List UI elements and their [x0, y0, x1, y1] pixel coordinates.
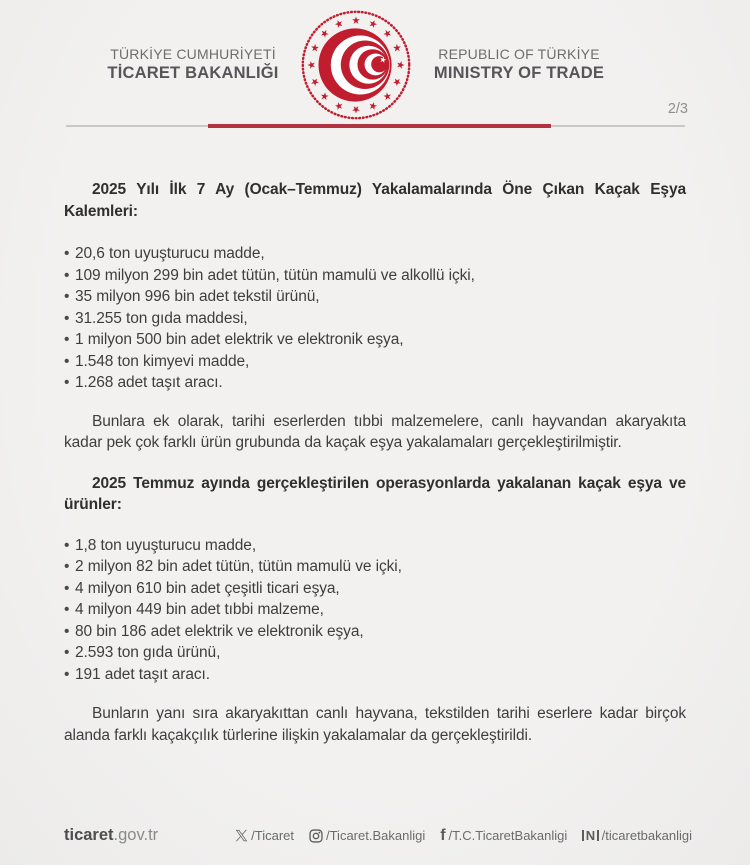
nsosyal-handle: /ticaretbakanligi [601, 828, 692, 843]
section2-list [64, 535, 686, 686]
list-item [64, 578, 686, 600]
bullet-icon: • [64, 665, 70, 683]
facebook-account-link[interactable] [440, 828, 567, 844]
bullet-icon: • [64, 644, 70, 661]
list-item [64, 372, 686, 394]
bullet-icon: • [64, 579, 70, 597]
org-name-en-line1: REPUBLIC OF TÜRKİYE [438, 46, 600, 63]
bullet-icon: • [64, 288, 70, 305]
list-item [64, 308, 686, 330]
x-account-link[interactable] [235, 828, 294, 843]
list-item-text: 1.268 adet taşıt aracı. [75, 374, 223, 391]
section2-paragraph: Bunların yanı sıra akaryakıttan canlı hayvana, tekstilden tarihi eserlere kadar birçok alanda farklı kaçakçılık türlerine ilişkin yakalamalar da gerçekleştirildi. [64, 705, 686, 744]
bullet-icon: • [64, 374, 70, 391]
list-item [64, 535, 686, 557]
instagram-account-link[interactable] [309, 828, 425, 843]
list-item-text: 2 milyon 82 bin adet tütün, tütün mamulü ve içki, [75, 558, 402, 575]
progress-fill [208, 124, 551, 128]
list-item-text: 4 milyon 610 bin adet çeşitli ticari eşya, [75, 579, 340, 597]
nsosyal-icon-bar [582, 830, 584, 841]
ministry-of-trade-emblem-icon [298, 8, 414, 122]
document-body [0, 179, 750, 746]
list-item-text: 4 milyon 449 bin adet tıbbi malzeme, [75, 601, 324, 618]
section1-list [64, 243, 686, 394]
list-item-text: 2.593 ton gıda ürünü, [75, 644, 221, 661]
bullet-icon: • [64, 601, 70, 618]
website-rest: .gov.tr [113, 826, 159, 844]
list-item [64, 599, 686, 621]
list-item [64, 329, 686, 351]
org-name-english [414, 45, 624, 85]
section1-paragraph: Bunlara ek olarak, tarihi eserlerden tıbbi malzemelere, canlı hayvandan akaryakıta kadar pek çok farklı ürün grubunda da kaçak eşya yakalamaları gerçekleştirilmiştir. [64, 412, 686, 451]
org-name-tr-line1: TÜRKİYE CUMHURİYETİ [110, 46, 276, 63]
org-name-tr-line2: TİCARET BAKANLIĞI [107, 64, 279, 83]
list-item [64, 265, 686, 287]
page-indicator: 2/3 [667, 101, 688, 117]
facebook-handle: /T.C.TicaretBakanligi [448, 828, 568, 843]
social-links [235, 828, 692, 844]
footer [64, 826, 692, 845]
list-item-text: 1.548 ton kimyevi madde, [75, 352, 250, 370]
bullet-icon: • [64, 352, 70, 370]
list-item [64, 664, 686, 686]
progress-divider [0, 123, 750, 129]
list-item-text: 80 bin 186 adet elektrik ve elektronik eşya, [75, 622, 364, 640]
list-item-text: 1 milyon 500 bin adet elektrik ve elektronik eşya, [75, 331, 404, 348]
bullet-icon: • [64, 245, 70, 262]
section1-heading: 2025 Yılı İlk 7 Ay (Ocak–Temmuz) Yakalamalarında Öne Çıkan Kaçak Eşya Kalemleri: [64, 181, 686, 220]
list-item-text: 109 milyon 299 bin adet tütün, tütün mamulü ve alkollü içki, [75, 266, 475, 284]
nsosyal-icon [582, 829, 598, 842]
x-twitter-icon [235, 829, 248, 842]
nsosyal-icon-letter: N [585, 828, 596, 843]
list-item [64, 286, 686, 308]
list-item [64, 556, 686, 578]
list-item-text: 35 milyon 996 bin adet tekstil ürünü, [75, 288, 320, 305]
list-item [64, 621, 686, 643]
bullet-icon: • [64, 331, 70, 348]
instagram-icon [309, 829, 323, 843]
list-item-text: 20,6 ton uyuşturucu madde, [75, 245, 265, 262]
list-item-text: 1,8 ton uyuşturucu madde, [75, 536, 257, 554]
bullet-icon: • [64, 309, 70, 327]
section2-heading: 2025 Temmuz ayında gerçekleştirilen operasyonlarda yakalanan kaçak eşya ve ürünler: [64, 474, 686, 513]
instagram-handle: /Ticaret.Bakanligi [325, 828, 426, 843]
website-bold: ticaret [64, 826, 114, 844]
org-name-turkish [88, 45, 298, 85]
list-item [64, 642, 686, 664]
header [0, 0, 750, 122]
org-name-en-line2: MINISTRY OF TRADE [433, 64, 605, 83]
website-link[interactable] [64, 826, 158, 845]
list-item-text: 31.255 ton gıda maddesi, [75, 309, 248, 327]
list-item [64, 351, 686, 373]
nsosyal-icon-bar [597, 830, 599, 841]
bullet-icon: • [64, 622, 70, 640]
bullet-icon: • [64, 536, 70, 554]
list-item [64, 243, 686, 265]
list-item-text: 191 adet taşıt aracı. [75, 665, 210, 683]
x-handle: /Ticaret [251, 828, 294, 843]
bullet-icon: • [64, 558, 70, 575]
nsosyal-account-link[interactable] [582, 828, 692, 843]
facebook-icon: f [440, 826, 446, 844]
bullet-icon: • [64, 266, 70, 284]
